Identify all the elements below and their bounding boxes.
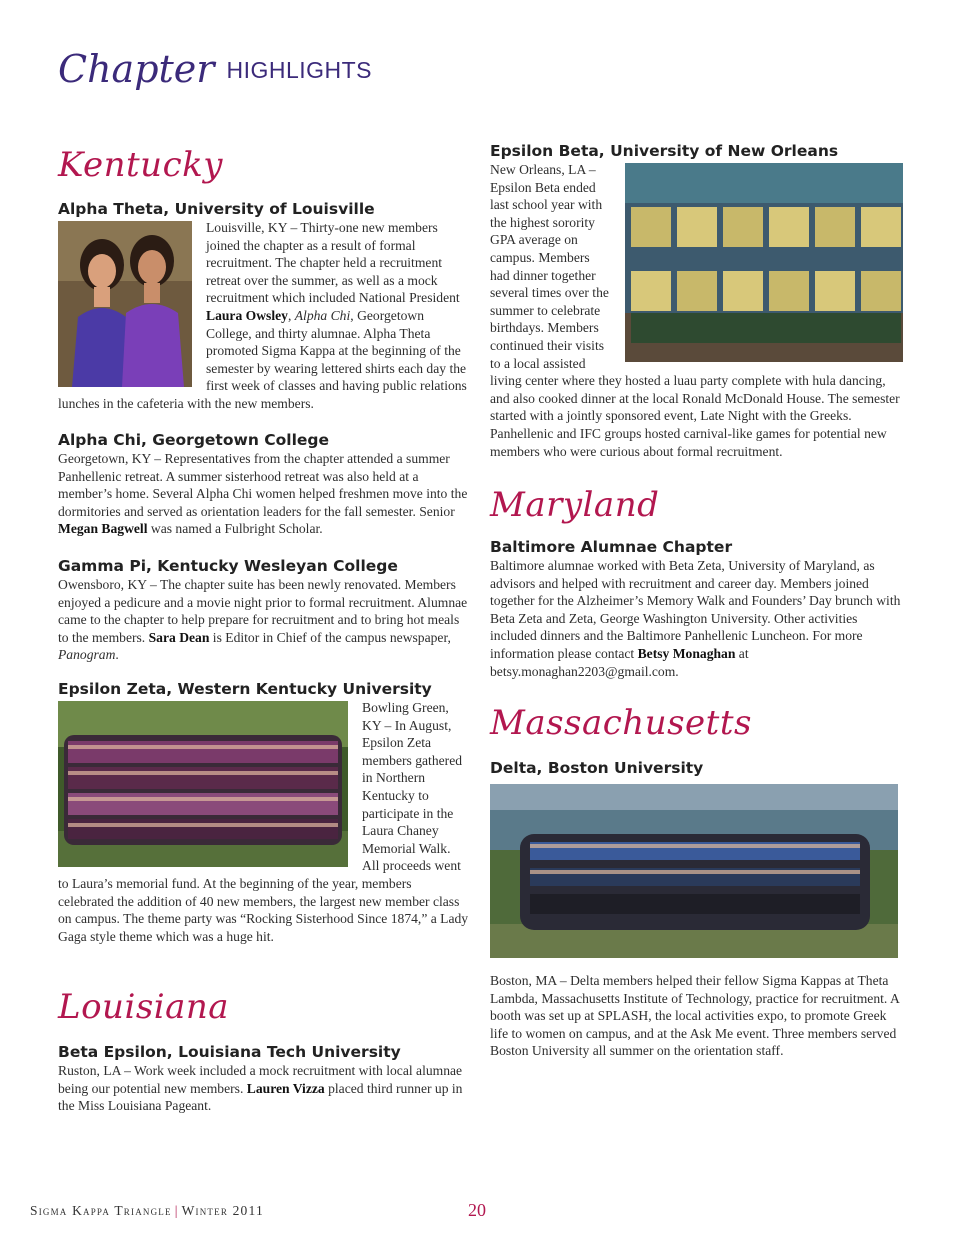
chapter-text-epsilon-zeta: Bowling Green, KY – In August, Epsilon Zeta members gathered in Northern Kentucky to participate in the Laura Chaney Memorial Walk. All proceeds went to Laura’s memorial fund. At the beginning of the year, members celebrated the addition of 40 new members, the largest new member class on campus. The theme party was “Rocking Sisterhood Since 1874,” a Lady Gaga style theme which was a huge hit. — [58, 700, 469, 944]
photo-epsilon-beta — [625, 163, 903, 362]
photo-epsilon-zeta — [58, 701, 348, 867]
chapter-heading-gamma-pi: Gamma Pi, Kentucky Wesleyan College — [58, 557, 398, 575]
state-heading-kentucky: Kentucky — [58, 145, 223, 185]
chapter-heading-delta: Delta, Boston University — [490, 759, 704, 777]
chapter-text-alpha-theta: Louisville, KY – Thirty-one new members joined the chapter as a result of formal recruitment. The chapter held a recruitment retreat over the summer, as well as a mock recruitment which included National President Laura Owsley, Alpha Chi, Georgetown College, and thirty alumnae. Alpha Theta promoted Sigma Kappa at the beginning of the semester by wearing lettered shirts each day the first week of classes and having public relations lunches in the cafeteria with the new members. — [58, 220, 467, 411]
chapter-heading-alpha-chi: Alpha Chi, Georgetown College — [58, 431, 330, 449]
state-heading-massachusetts: Massachusetts — [490, 703, 752, 743]
chapter-text-alpha-chi: Georgetown, KY – Representatives from the chapter attended a summer Panhellenic retreat. A summer sisterhood retreat was also held at a member’s home. Several Alpha Chi women helped freshmen move into the dormitories and served as orientation leaders for the fall semester. Senior Megan Bagwell was named a Fulbright Scholar. — [58, 451, 468, 537]
chapter-text-gamma-pi: Owensboro, KY – The chapter suite has been newly renovated. Members enjoyed a pedicure and a movie night prior to formal recruitment. Alumnae came to the chapter to help prepare for recruitment and to bring hot meals to the members. Sara Dean is Editor in Chief of the campus newspaper, Panogram. — [58, 577, 468, 663]
chapter-text-epsilon-beta: New Orleans, LA – Epsilon Beta ended last school year with the highest sorority GPA average on campus. Members had dinner together several times over the summer to celebrate birthdays. Members continued their visits to a local assisted living center where they hosted a luau party complete with hula dancing, and also cooked dinner at the local Ronald McDonald House. The semester started with a jointly sponsored event, Late Night with the Greeks. Panhellenic and IFC groups hosted carnival-like games for potential new members who were curious about formal recruitment. — [490, 161, 903, 460]
page-title-caps: HIGHLIGHTS — [226, 57, 373, 83]
photo-delta — [490, 784, 898, 958]
chapter-text-delta: Boston, MA – Delta members helped their fellow Sigma Kappas at Theta Lambda, Massachusetts Institute of Technology, practice for recruitment. A booth was set up at SPLASH, the local activities expo, to promote Greek life to women on campus, and at the Ask Me event. Three members served Boston University all summer on the orientation staff. — [490, 973, 900, 1059]
chapter-heading-baltimore: Baltimore Alumnae Chapter — [490, 538, 733, 556]
state-heading-maryland: Maryland — [490, 485, 660, 525]
page-title-script: Chapter — [58, 47, 215, 91]
page-title — [58, 28, 373, 91]
chapter-text-beta-epsilon: Ruston, LA – Work week included a mock recruitment with local alumnae being our potential new members. Lauren Vizza placed third runner up in the Miss Louisiana Pageant. — [58, 1063, 463, 1114]
page-number: 20 — [468, 1200, 486, 1220]
chapter-heading-epsilon-zeta: Epsilon Zeta, Western Kentucky University — [58, 680, 432, 698]
chapter-text-baltimore: Baltimore alumnae worked with Beta Zeta, University of Maryland, as advisors and helped with recruitment and career day. Members joined together for the Alzheimer’s Memory Walk and Founders’ Day brunch with Beta Zeta and Zeta, George Washington University. Other activities included dinners and the Baltimore Panhellenic Luncheon. For more information please contact Betsy Monaghan at betsy.monaghan2203@gmail.com. — [490, 558, 901, 679]
chapter-heading-alpha-theta: Alpha Theta, University of Louisville — [58, 200, 375, 218]
photo-alpha-theta — [58, 221, 192, 387]
chapter-heading-beta-epsilon: Beta Epsilon, Louisiana Tech University — [58, 1043, 401, 1061]
footer-publication: Sigma Kappa Triangle | Winter 2011 — [30, 1203, 264, 1218]
state-heading-louisiana: Louisiana — [58, 987, 230, 1027]
chapter-heading-epsilon-beta: Epsilon Beta, University of New Orleans — [490, 142, 839, 160]
